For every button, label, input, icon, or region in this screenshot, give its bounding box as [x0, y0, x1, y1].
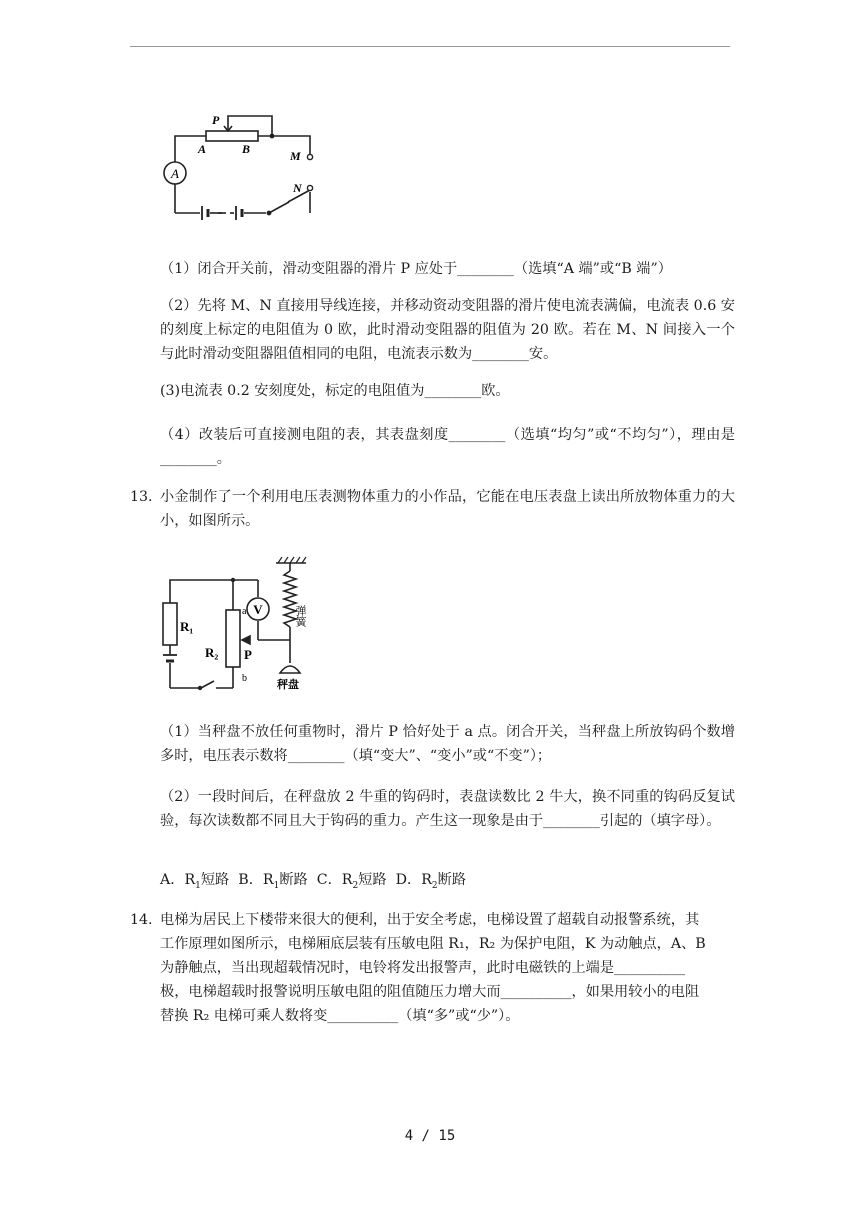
q14-line-5: 替换 R₂ 电梯可乘人数将变__________（填“多”或“少”）。 [160, 1008, 520, 1024]
header-rule [130, 46, 730, 47]
ammeter-label: A [171, 166, 179, 181]
terminal-n-label: N [293, 181, 302, 195]
r1-label: R₁ [180, 619, 194, 634]
q13-option-c: C．$R_2$短路 [316, 872, 387, 891]
q13-circuit-figure [158, 555, 318, 695]
q14-line-1: 电梯为居民上下楼带来很大的便利，出于安全考虑，电梯设置了超载自动报警系统，其 [160, 912, 700, 928]
pan-label: 秤盘 [277, 679, 299, 691]
q14-number: 14. [130, 912, 153, 928]
q12-part-2: （2）先将 M、N 直接用导线连接，并移动资动变阻器的滑片使电流表满偏，电流表 0.6 安的刻度上标定的电阻值为 0 欧，此时滑动变阻器的阻值为 20 欧。若在 M、N 间接入一个与此时滑动变阻器阻值相同的电阻，电流表示数为________安。 [160, 298, 735, 362]
point-b-label: b [242, 673, 247, 684]
end-a-label: A [198, 142, 207, 156]
q13-number: 13. [130, 489, 153, 505]
q14-line-3: 为静触点，当出现超载情况时，电铃将发出报警声，此时电磁铁的上端是__________ [160, 960, 685, 976]
q13-option-d: D．$R_2$断路 [395, 872, 467, 891]
q12-part-1: （1）闭合开关前，滑动变阻器的滑片 P 应处于________（选填“A 端”或“B 端”） [160, 261, 672, 277]
q13-options [160, 868, 735, 898]
q13-part-1: （1）当秤盘不放任何重物时，滑片 P 恰好处于 a 点。闭合开关，当秤盘上所放钩码个数增多时，电压表示数将________（填“变大”、“变小”或“不变”）； [160, 724, 735, 764]
q13-stem: 小金制作了一个利用电压表测物体重力的小作品，它能在电压表盘上读出所放物体重力的大小，如图所示。 [160, 489, 735, 529]
q13-option-a: A．$R_1$短路 [160, 872, 230, 891]
slider-p-label: P [244, 647, 252, 662]
q12-circuit-figure [158, 110, 328, 225]
end-b-label: B [242, 142, 251, 156]
q12-part-3: (3)电流表 0.2 安刻度处，标定的电阻值为________欧。 [160, 383, 510, 399]
q14-line-4: 极，电梯超载时报警说明压敏电阻的阻值随压力增大而__________，如果用较小的电阻 [160, 984, 700, 1000]
q13-part-2: （2）一段时间后，在秤盘放 2 牛重的钩码时，表盘读数比 2 牛大，换不同重的钩码反复试验，每次读数都不同且大于钩码的重力。产生这一现象是由于________引起的（填字母）。 [160, 789, 735, 829]
slider-p-label: P [212, 113, 220, 127]
page-number: 4 / 15 [404, 1128, 456, 1144]
spring-label: 弹簧 [294, 605, 306, 627]
point-a-label: a [242, 606, 247, 617]
q14-body [160, 908, 750, 1028]
terminal-m-label: M [290, 149, 301, 163]
r2-label: R₂ [205, 645, 219, 660]
q12-part-4: （4）改装后可直接测电阻的表，其表盘刻度________（选填“均匀”或“不均匀”），理由是________。 [160, 427, 735, 467]
q14-line-2: 工作原理如图所示，电梯厢底层装有压敏电阻 R₁，R₂ 为保护电阻，K 为动触点，A、B [160, 936, 706, 952]
q13-option-b: B．$R_1$断路 [238, 872, 308, 891]
voltmeter-label: V [253, 602, 263, 617]
